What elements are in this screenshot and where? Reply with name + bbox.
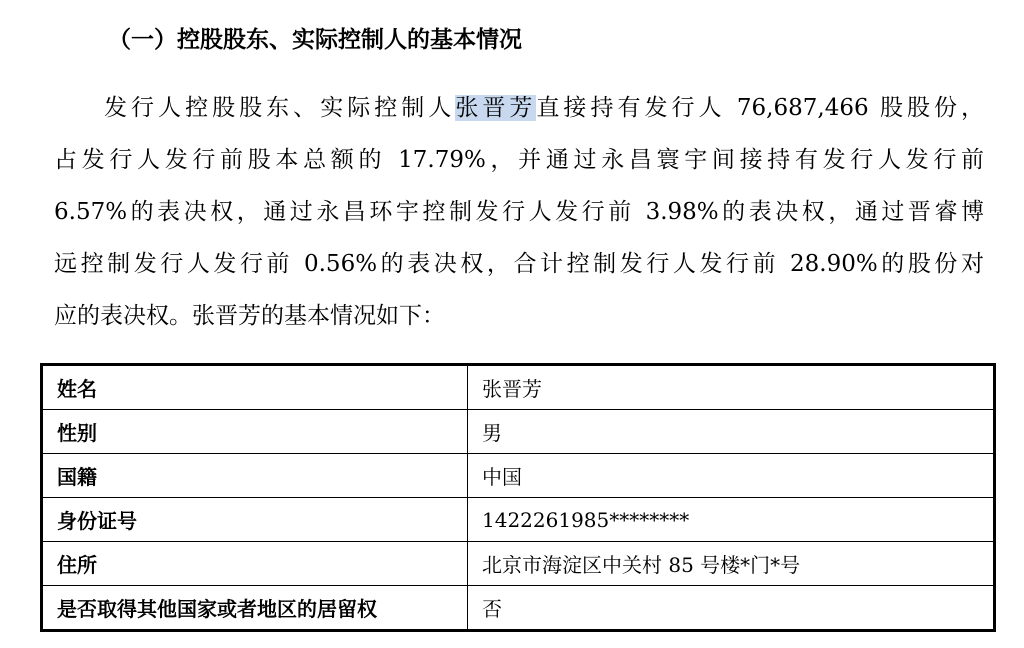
highlighted-name[interactable]: 张晋芳 — [455, 95, 537, 121]
row-label: 性别 — [42, 410, 468, 454]
section-heading: （一）控股股东、实际控制人的基本情况 — [108, 27, 522, 53]
paragraph-line-4: 远控制发行人发行前 0.56%的表决权，合计控制发行人发行前 28.90%的股份对 — [54, 251, 984, 277]
row-label: 是否取得其他国家或者地区的居留权 — [42, 586, 468, 631]
row-label: 国籍 — [42, 454, 468, 498]
row-value: 北京市海淀区中关村 85 号楼*门*号 — [468, 542, 995, 586]
basic-info-table — [40, 363, 996, 632]
paragraph-line-5: 应的表决权。张晋芳的基本情况如下： — [54, 303, 445, 329]
table-row — [42, 586, 995, 631]
row-label: 住所 — [42, 542, 468, 586]
table-row — [42, 454, 995, 498]
row-label: 身份证号 — [42, 498, 468, 542]
paragraph-line-1-before: 发行人控股股东、实际控制人 — [104, 95, 456, 121]
row-value: 男 — [468, 410, 995, 454]
paragraph-line-1-after: 直接持有发行人 76,687,466 股股份， — [536, 95, 985, 121]
paragraph-line-2: 占发行人发行前股本总额的 17.79%，并通过永昌寰宇间接持有发行人发行前 — [54, 147, 984, 173]
paragraph-line-3: 6.57%的表决权，通过永昌环宇控制发行人发行前 3.98%的表决权，通过晋睿博 — [54, 199, 984, 225]
table-row — [42, 498, 995, 542]
table-row — [42, 365, 995, 410]
paragraph-line-1 — [54, 82, 984, 134]
row-value: 否 — [468, 586, 995, 631]
table-row — [42, 542, 995, 586]
row-label: 姓名 — [42, 365, 468, 410]
row-value: 1422261985******** — [468, 498, 995, 542]
table-row — [42, 410, 995, 454]
row-value: 中国 — [468, 454, 995, 498]
row-value: 张晋芳 — [468, 365, 995, 410]
intro-paragraph — [54, 82, 984, 342]
